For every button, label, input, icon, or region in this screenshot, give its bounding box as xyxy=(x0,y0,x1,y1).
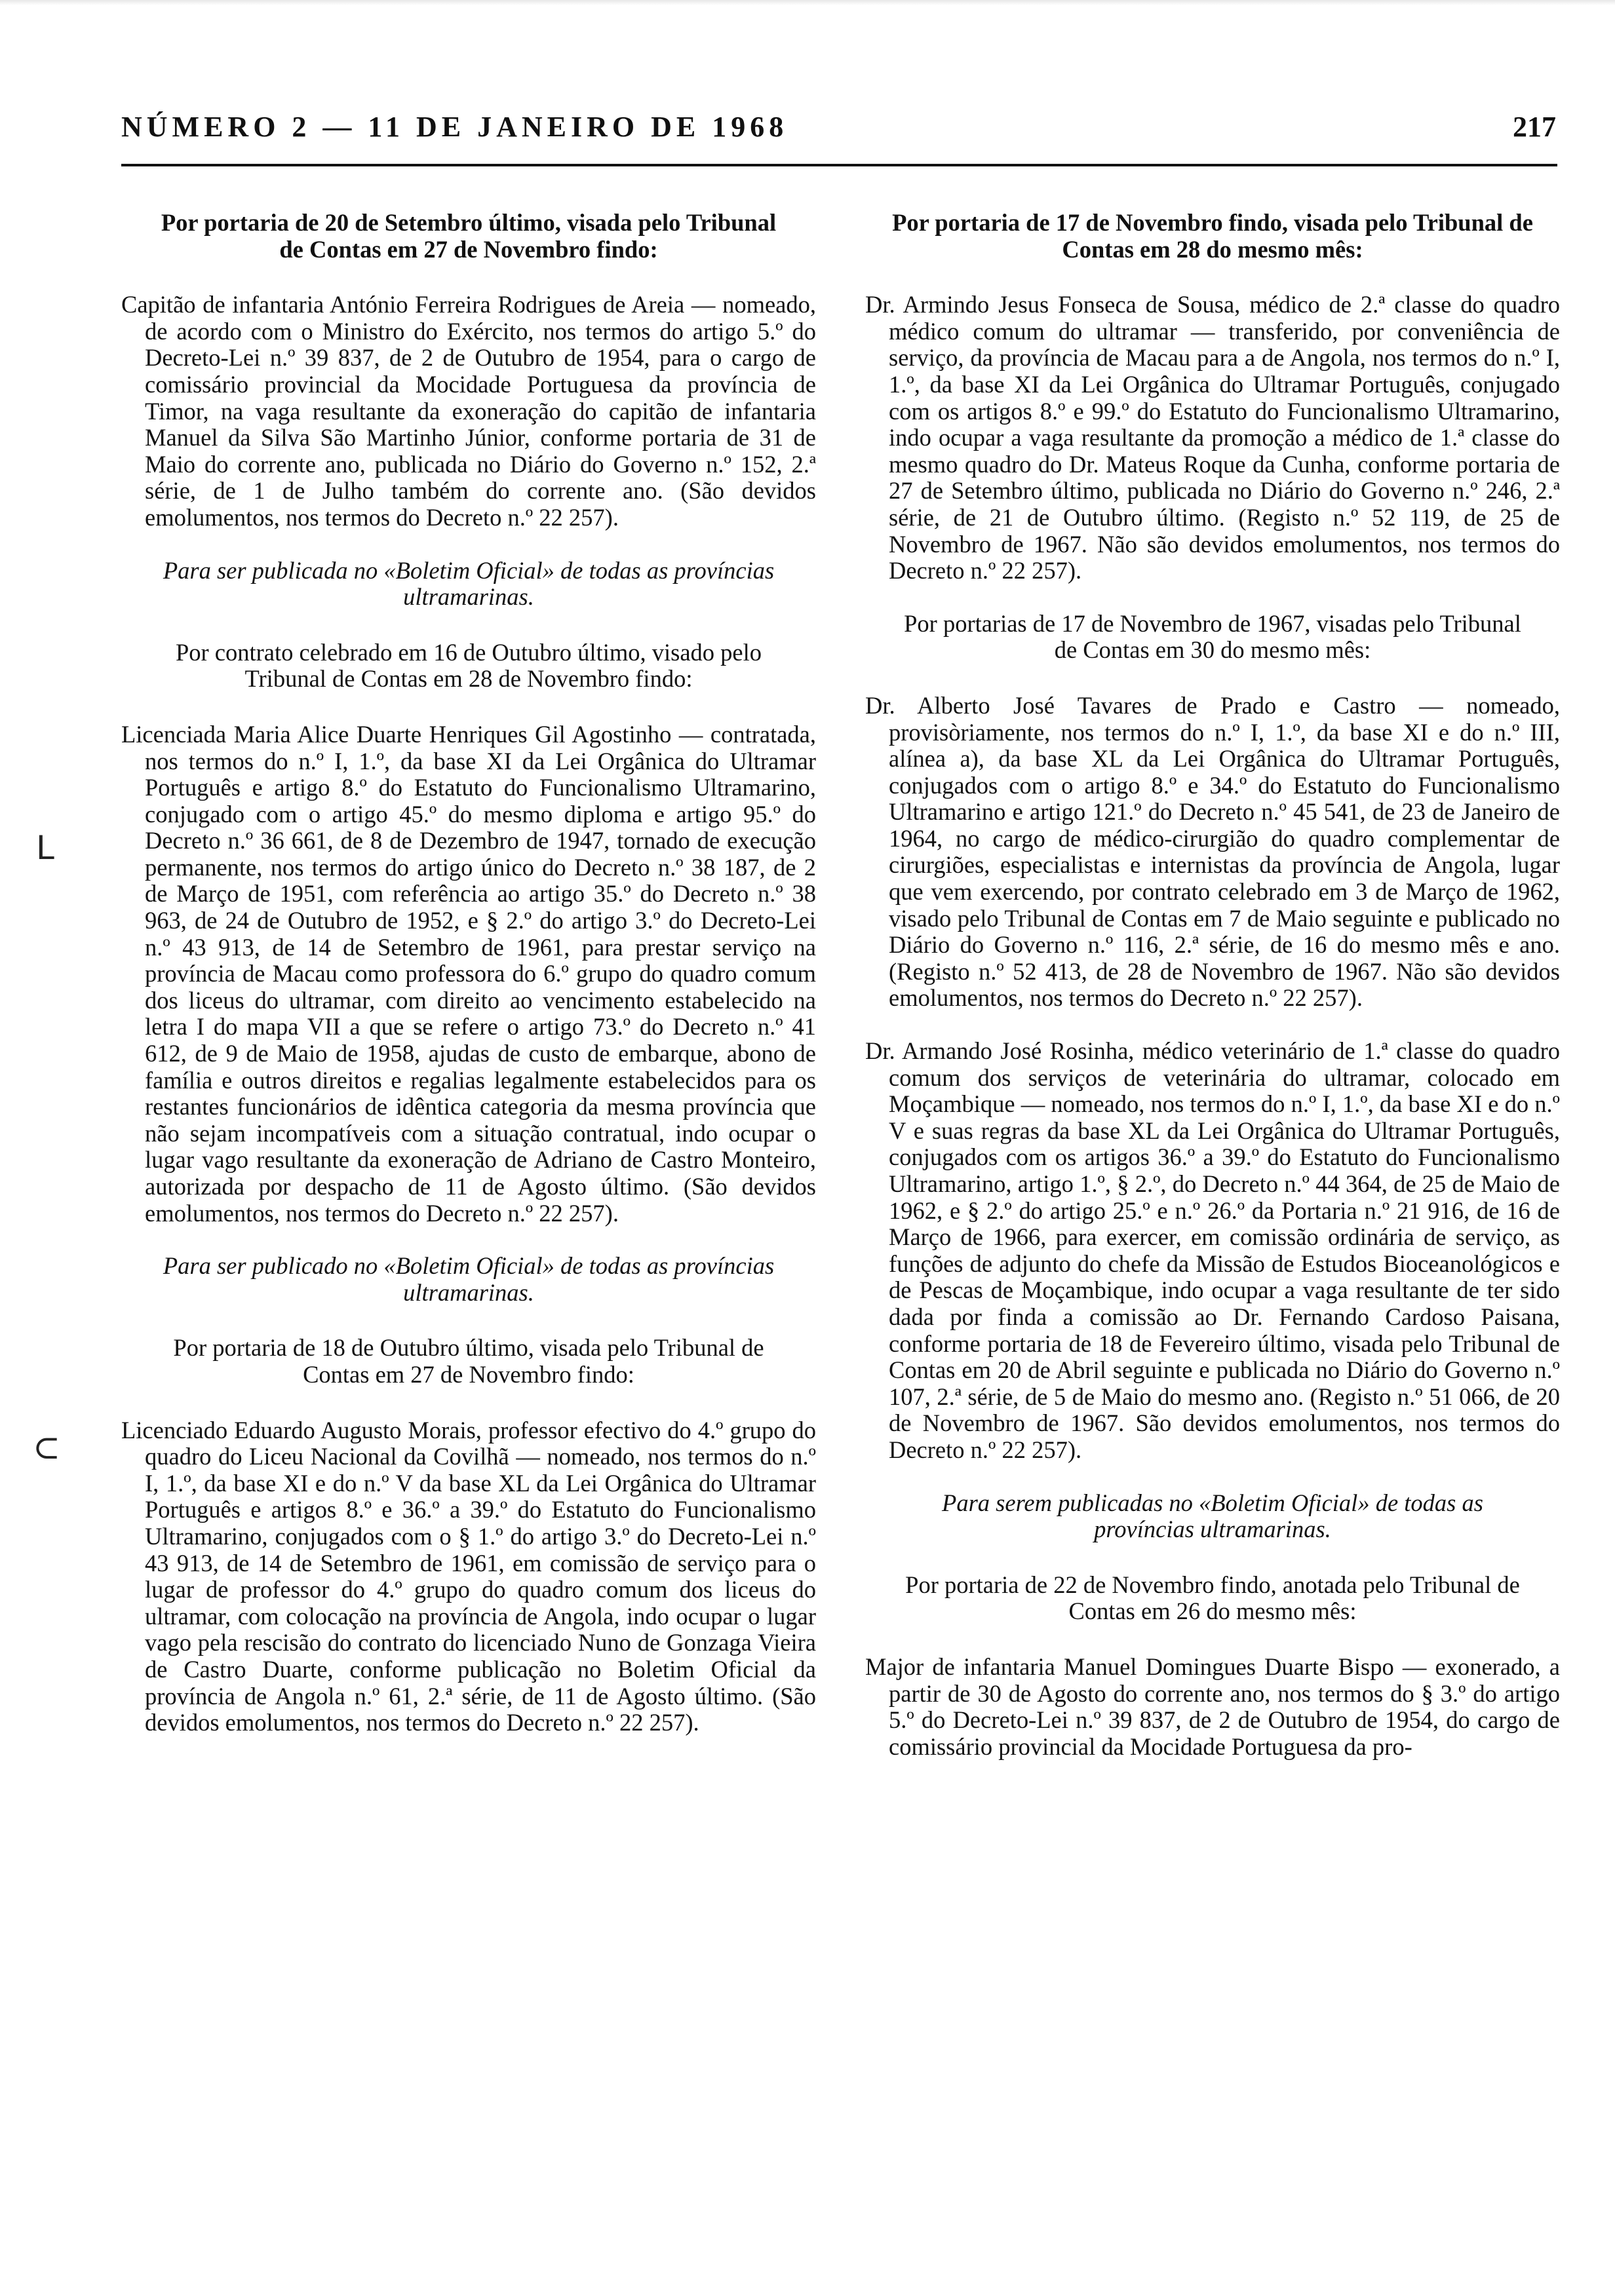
header-rule xyxy=(121,164,1557,166)
publication-note: Para ser publicado no «Boletim Oficial» de todas as províncias ultramarinas. xyxy=(163,1252,775,1306)
page-header xyxy=(121,110,1556,149)
appointment-entry: Licenciada Maria Alice Duarte Henriques Gil Agostinho — contratada, nos termos do n.º I, 1.º, da base XI da Lei Orgânica do Ultramar Português e artigo 8.º do Estatuto do Funcionalismo Ultramarino, conjugado com o artigo 45.º do mesmo diploma e artigo 95.º do Decreto n.º 36 661, de 8 de Dezembro de 1947, tornado de execução permanente, nos termos do artigo único do Decreto n.º 38 187, de 2 de Março de 1951, com referência ao artigo 35.º do Decreto n.º 38 963, de 24 de Outubro de 1952, e § 2.º do artigo 3.º do Decreto-Lei n.º 43 913, de 14 de Setembro de 1961, para prestar serviço na província de Macau como professora do 6.º grupo do quadro comum dos liceus do ultramar, com direito ao vencimento estabelecido na letra I do mapa VII a que se refere o artigo 73.º do Decreto n.º 41 612, de 9 de Maio de 1958, ajudas de custo de embarque, abono de família e outros direitos e regalias legalmente estabelecidos para os restantes funcionários de idêntica categoria da mesma província que não sejam incompatíveis com a situação contratual, indo ocupar o lugar vago resultante da exoneração de Adriano de Castro Monteiro, autorizada por despacho de 11 de Agosto último. (São devidos emolumentos, nos termos do Decreto n.º 22 257). xyxy=(121,720,816,1227)
appointment-entry: Dr. Armando José Rosinha, médico veterinário de 1.ª classe do quadro comum dos serviços de veterinária do ultramar, colocado em Moçambique — nomeado, nos termos do n.º I, 1.º, da base XI e do n.º V e suas regras da base XL da Lei Orgânica do Ultramar Português, conjugados com os artigos 36.º a 39.º do Estatuto do Funcionalismo Ultramarino, artigo 1.º, § 2.º, do Decreto n.º 44 364, de 25 de Maio de 1962, e § 2.º do artigo 25.º e n.º 26.º da Portaria n.º 21 916, de 16 de Março de 1966, para exercer, em comissão ordinária de serviço, as funções de adjunto do chefe da Missão de Estudos Bioceanológicos e de Pescas de Moçambique, indo ocupar a vaga resultante de ter sido dada por finda a comissão ao Dr. Fernando Cardoso Paisana, conforme portaria de 18 de Fevereiro último, visada pelo Tribunal de Contas em 20 de Abril seguinte e publicada no Diário do Governo n.º 107, 2.ª série, de 5 de Maio do mesmo ano. (Registo n.º 51 066, de 20 de Novembro de 1967. São devidos emolumentos, nos termos do Decreto n.º 22 257). xyxy=(865,1037,1560,1463)
appointment-entry: Major de infantaria Manuel Domingues Duarte Bispo — exonerado, a partir de 30 de Agosto do corrente ano, nos termos do § 3.º do artigo 5.º do Decreto-Lei n.º 39 837, de 2 de Outubro de 1954, do cargo de comissário provincial da Mocidade Portuguesa da pro- xyxy=(865,1653,1560,1760)
left-column xyxy=(121,210,816,1763)
section-heading: Por portaria de 18 de Outubro último, visada pelo Tribunal de Contas em 27 de Novembro findo: xyxy=(173,1334,764,1388)
section-heading: Por portaria de 20 de Setembro último, visada pelo Tribunal de Contas em 27 de Novembro findo: xyxy=(161,209,777,263)
section-heading: Por portarias de 17 de Novembro de 1967, visadas pelo Tribunal de Contas em 30 do mesmo mês: xyxy=(904,609,1521,664)
page-number: 217 xyxy=(1513,111,1556,143)
scan-edge xyxy=(0,0,1615,5)
appointment-entry: Dr. Armindo Jesus Fonseca de Sousa, médico de 2.ª classe do quadro médico comum do ultramar — transferido, por conveniência de serviço, da província de Macau para a de Angola, nos termos do n.º I, 1.º, da base XI da Lei Orgânica do Ultramar Português, conjugado com os artigos 8.º e 99.º do Estatuto do Funcionalismo Ultramarino, indo ocupar a vaga resultante da promoção a médico de 1.ª classe do mesmo quadro do Dr. Mateus Roque da Cunha, conforme portaria de 27 de Setembro último, publicada no Diário do Governo n.º 246, 2.ª série, de 21 de Outubro último. (Registo n.º 52 119, de 25 de Novembro de 1967. Não são devidos emolumentos, nos termos do Decreto n.º 22 257). xyxy=(865,291,1560,584)
section-heading: Por contrato celebrado em 16 de Outubro último, visado pelo Tribunal de Contas em 28 de Novembro findo: xyxy=(175,638,762,693)
appointment-entry: Dr. Alberto José Tavares de Prado e Castro — nomeado, provisòriamente, nos termos do n.º I, 1.º, da base XI e do n.º III, alínea a), da base XL da Lei Orgânica do Ultramar Português, conjugados com o artigo 8.º e 34.º do Estatuto do Funcionalismo Ultramarino e artigo 121.º do Decreto n.º 45 541, de 23 de Janeiro de 1964, no cargo de médico-cirurgião do quadro complementar de cirurgiões, especialistas e internistas da província de Angola, lugar que vem exercendo, por contrato celebrado em 3 de Março de 1962, visado pelo Tribunal de Contas em 7 de Maio seguinte e publicado no Diário do Governo n.º 116, 2.ª série, de 16 do mesmo mês e ano. (Registo n.º 52 413, de 28 de Novembro de 1967. Não são devidos emolumentos, nos termos do Decreto n.º 22 257). xyxy=(865,691,1560,1012)
right-column xyxy=(865,210,1560,1786)
appointment-entry: Capitão de infantaria António Ferreira Rodrigues de Areia — nomeado, de acordo com o Ministro do Exército, nos termos do artigo 5.º do Decreto-Lei n.º 39 837, de 2 de Outubro de 1954, para o cargo de comissário provincial da Mocidade Portuguesa da província de Timor, na vaga resultante da exoneração do capitão de infantaria Manuel da Silva São Martinho Júnior, conforme portaria de 31 de Maio do corrente ano, publicada no Diário do Governo n.º 152, 2.ª série, de 1 de Julho também do corrente ano. (São devidos emolumentos, nos termos do Decreto n.º 22 257). xyxy=(121,291,816,531)
publication-note: Para serem publicadas no «Boletim Oficial» de todas as províncias ultramarinas. xyxy=(942,1489,1483,1543)
section-heading: Por portaria de 17 de Novembro findo, visada pelo Tribunal de Contas em 28 do mesmo mês: xyxy=(892,209,1533,263)
margin-mark: ᒪ xyxy=(36,830,54,866)
section-heading: Por portaria de 22 de Novembro findo, anotada pelo Tribunal de Contas em 26 do mesmo mês: xyxy=(905,1571,1520,1625)
appointment-entry: Licenciado Eduardo Augusto Morais, professor efectivo do 4.º grupo do quadro do Liceu Nacional da Covilhã — nomeado, nos termos do n.º I, 1.º, da base XI e do n.º V da base XL da Lei Orgânica do Ultramar Português e artigos 8.º e 36.º a 39.º do Estatuto do Funcionalismo Ultramarino, conjugados com o § 1.º do artigo 3.º do Decreto-Lei n.º 43 913, de 14 de Setembro de 1961, em comissão de serviço para o lugar de professor do 4.º grupo do quadro comum dos liceus do ultramar, com colocação na província de Angola, indo ocupar o lugar vago pela rescisão do contrato do licenciado Nuno de Gonzaga Vieira de Castro Duarte, conforme publicação no Boletim Oficial da província de Angola n.º 61, 2.ª série, de 11 de Agosto último. (São devidos emolumentos, nos termos do Decreto n.º 22 257). xyxy=(121,1416,816,1736)
issue-date-heading: NÚMERO 2 — 11 DE JANEIRO DE 1968 xyxy=(121,111,788,143)
margin-mark: ⊂ xyxy=(33,1429,60,1466)
publication-note: Para ser publicada no «Boletim Oficial» de todas as províncias ultramarinas. xyxy=(163,556,775,611)
